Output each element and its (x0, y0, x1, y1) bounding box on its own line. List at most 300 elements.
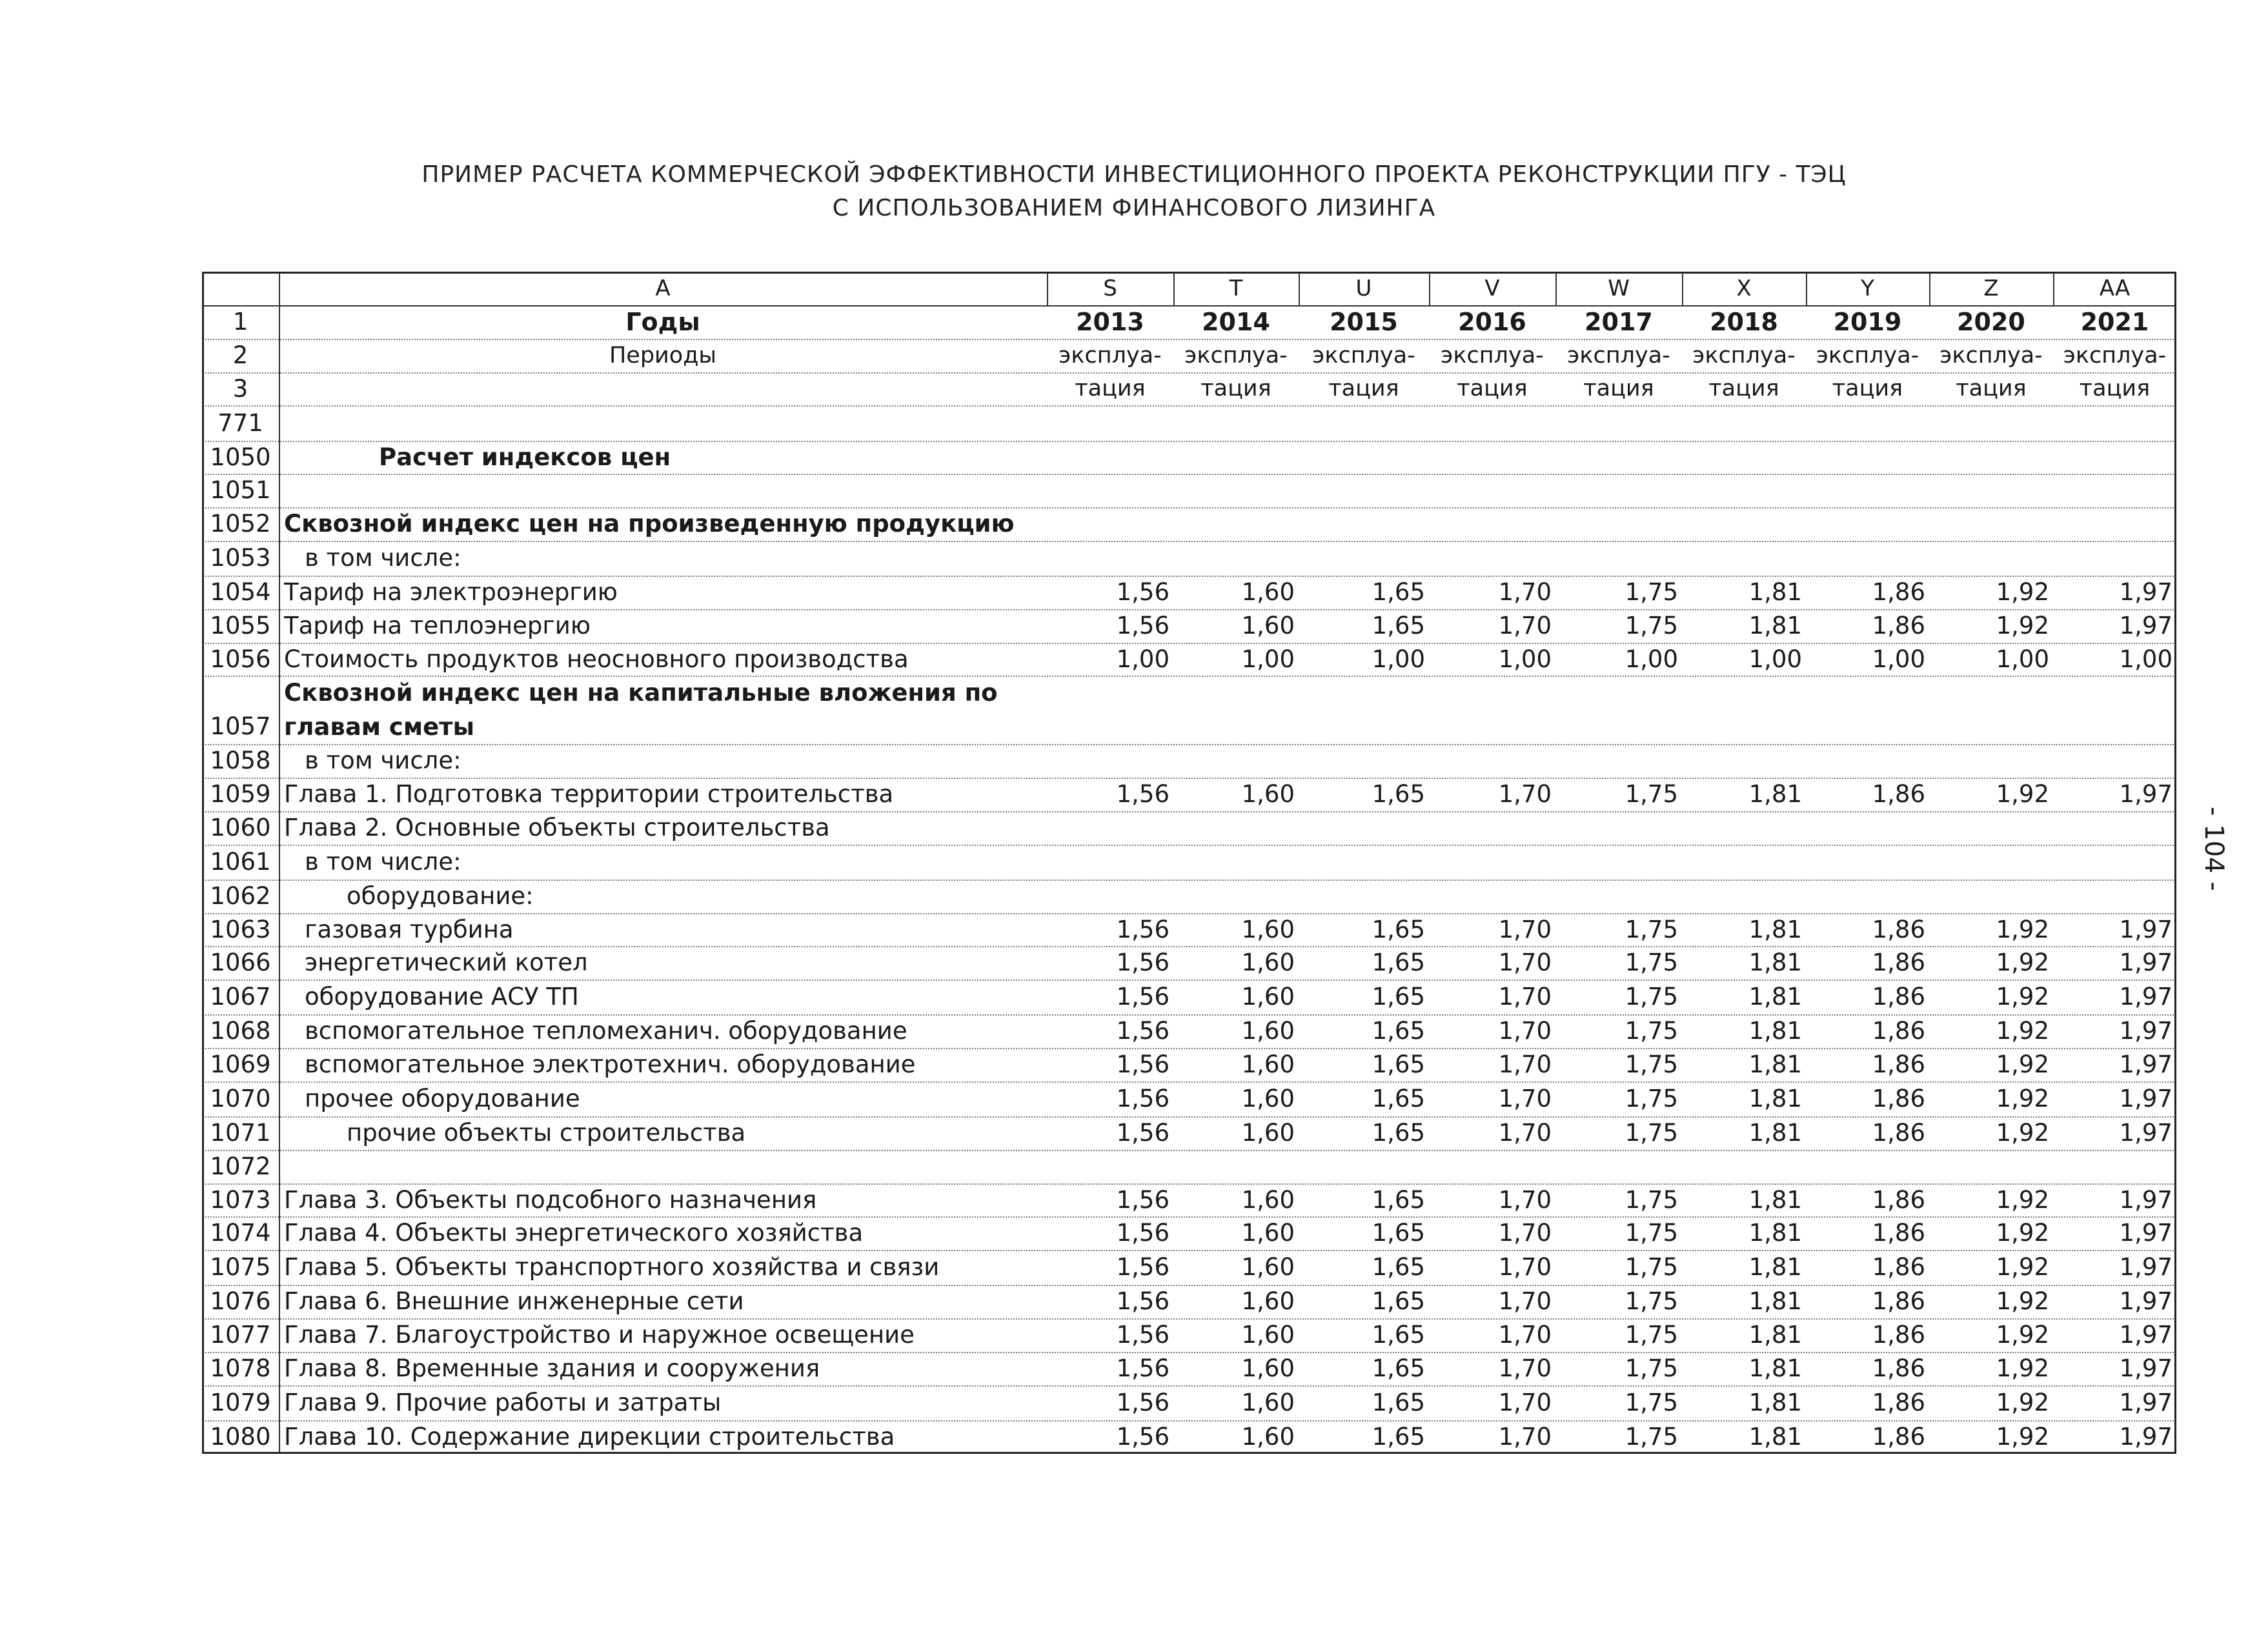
row-1063-v: 1,70 (1498, 916, 1552, 943)
row-1066-number: 1066 (210, 949, 271, 976)
column-header-t: T (1229, 276, 1243, 301)
row-1073-z: 1,92 (1996, 1186, 2049, 1214)
column-header-z: Z (1983, 276, 1999, 301)
row-1070-x: 1,81 (1748, 1085, 1802, 1112)
row-1059-label: Глава 1. Подготовка территории строительства (284, 780, 894, 808)
row-1054-number: 1054 (210, 578, 271, 606)
row-1073-t: 1,60 (1241, 1186, 1295, 1214)
row-1057-label-line-2: главам сметы (284, 713, 475, 741)
row-1069-z: 1,92 (1996, 1051, 2049, 1078)
row-1063-number: 1063 (210, 916, 271, 943)
row-divider (202, 441, 2176, 442)
row-1071-t: 1,60 (1241, 1119, 1295, 1147)
row-2-u: эксплуа- (1312, 343, 1415, 368)
row-1078-s: 1,56 (1116, 1354, 1169, 1382)
row-1071-x: 1,81 (1748, 1119, 1802, 1147)
row-1052-label: Сквозной индекс цен на произведенную продукцию (284, 510, 1015, 538)
row-1075-aa: 1,97 (2119, 1253, 2172, 1281)
row-1072-number: 1072 (210, 1152, 271, 1180)
row-3-v: тация (1457, 376, 1528, 401)
row-divider (202, 1285, 2176, 1286)
row-1056-u: 1,00 (1372, 645, 1425, 673)
row-1066-v: 1,70 (1498, 949, 1552, 976)
row-1060-label: Глава 2. Основные объекты строительства (284, 814, 830, 841)
row-1080-number: 1080 (210, 1423, 271, 1451)
row-1078-x: 1,81 (1748, 1354, 1802, 1382)
column-letter-divider (2053, 272, 2054, 305)
row-3-u: тация (1328, 376, 1399, 401)
row-1079-z: 1,92 (1996, 1389, 2049, 1416)
row-1075-s: 1,56 (1116, 1253, 1169, 1281)
row-3-x: тация (1708, 376, 1779, 401)
column-header-s: S (1103, 276, 1117, 301)
row-1076-t: 1,60 (1241, 1287, 1295, 1315)
row-1071-number: 1071 (210, 1119, 271, 1147)
row-1077-v: 1,70 (1498, 1321, 1552, 1349)
row-divider (202, 576, 2176, 577)
row-1080-w: 1,75 (1625, 1423, 1678, 1451)
row-2-aa: эксплуа- (2063, 343, 2167, 368)
row-1079-x: 1,81 (1748, 1389, 1802, 1416)
column-header-y: Y (1861, 276, 1874, 301)
row-1070-label: прочее оборудование (305, 1085, 580, 1112)
row-1068-aa: 1,97 (2119, 1017, 2172, 1045)
row-1074-s: 1,56 (1116, 1219, 1169, 1247)
row-1075-label: Глава 5. Объекты транспортного хозяйства и связи (284, 1253, 940, 1281)
row-1070-v: 1,70 (1498, 1085, 1552, 1112)
column-letter-divider (1299, 272, 1300, 305)
row-divider (202, 474, 2176, 475)
row-1074-aa: 1,97 (2119, 1219, 2172, 1247)
row-1055-label: Тариф на теплоэнергию (284, 612, 591, 639)
row-1057-label (279, 676, 1047, 744)
row-1069-s: 1,56 (1116, 1051, 1169, 1078)
row-divider (202, 1048, 2176, 1049)
row-1074-x: 1,81 (1748, 1219, 1802, 1247)
row-1056-aa: 1,00 (2119, 645, 2172, 673)
row-1074-number: 1074 (210, 1219, 271, 1247)
row-1067-x: 1,81 (1748, 983, 1802, 1011)
row-1073-aa: 1,97 (2119, 1186, 2172, 1214)
row-divider (202, 405, 2176, 407)
row-1074-v: 1,70 (1498, 1219, 1552, 1247)
row-2-y: эксплуа- (1816, 343, 1919, 368)
row-1066-u: 1,65 (1372, 949, 1425, 976)
row-1055-s: 1,56 (1116, 612, 1169, 639)
row-1070-number: 1070 (210, 1085, 271, 1112)
row-3-t: тация (1200, 376, 1271, 401)
row-divider (202, 1385, 2176, 1387)
row-1076-label: Глава 6. Внешние инженерные сети (284, 1287, 744, 1315)
row-1063-t: 1,60 (1241, 916, 1295, 943)
row-1074-t: 1,60 (1241, 1219, 1295, 1247)
row-1070-z: 1,92 (1996, 1085, 2049, 1112)
row-1-w: 2017 (1585, 308, 1653, 336)
row-1077-w: 1,75 (1625, 1321, 1678, 1349)
row-3-aa: тация (2079, 376, 2151, 401)
row-1080-y: 1,86 (1872, 1423, 1925, 1451)
row-1076-v: 1,70 (1498, 1287, 1552, 1315)
row-divider (202, 609, 2176, 610)
column-letter-divider (1429, 272, 1430, 305)
row-1079-w: 1,75 (1625, 1389, 1678, 1416)
row-1076-x: 1,81 (1748, 1287, 1802, 1315)
row-1069-x: 1,81 (1748, 1051, 1802, 1078)
row-1067-t: 1,60 (1241, 983, 1295, 1011)
row-1054-aa: 1,97 (2119, 578, 2172, 606)
row-1054-x: 1,81 (1748, 578, 1802, 606)
row-1056-label: Стоимость продуктов неосновного производства (284, 645, 909, 673)
row-1078-v: 1,70 (1498, 1354, 1552, 1382)
row-divider (202, 1216, 2176, 1218)
row-1076-w: 1,75 (1625, 1287, 1678, 1315)
row-1079-u: 1,65 (1372, 1389, 1425, 1416)
row-1056-number: 1056 (210, 645, 271, 673)
row-1055-v: 1,70 (1498, 612, 1552, 639)
row-1077-y: 1,86 (1872, 1321, 1925, 1349)
row-1076-u: 1,65 (1372, 1287, 1425, 1315)
row-1054-s: 1,56 (1116, 578, 1169, 606)
row-1075-number: 1075 (210, 1253, 271, 1281)
row-1069-number: 1069 (210, 1051, 271, 1078)
row-1071-y: 1,86 (1872, 1119, 1925, 1147)
row-1073-number: 1073 (210, 1186, 271, 1214)
row-1071-z: 1,92 (1996, 1119, 2049, 1147)
row-1054-label: Тариф на электроэнергию (284, 578, 618, 606)
row-1055-y: 1,86 (1872, 612, 1925, 639)
row-1059-y: 1,86 (1872, 780, 1925, 808)
row-1072-label (279, 1150, 1047, 1183)
row-1056-v: 1,00 (1498, 645, 1552, 673)
row-divider (202, 1250, 2176, 1251)
row-divider (202, 541, 2176, 542)
row-1079-number: 1079 (210, 1389, 271, 1416)
row-1073-w: 1,75 (1625, 1186, 1678, 1214)
row-divider (202, 1183, 2176, 1185)
row-1059-x: 1,81 (1748, 780, 1802, 808)
row-1070-w: 1,75 (1625, 1085, 1678, 1112)
column-header-v: V (1484, 276, 1500, 301)
row-1061-number: 1061 (210, 848, 271, 876)
row-1067-w: 1,75 (1625, 983, 1678, 1011)
row-1078-aa: 1,97 (2119, 1354, 2172, 1382)
row-1066-s: 1,56 (1116, 949, 1169, 976)
row-3-z: тация (1956, 376, 2027, 401)
row-1068-y: 1,86 (1872, 1017, 1925, 1045)
row-1071-w: 1,75 (1625, 1119, 1678, 1147)
row-1073-v: 1,70 (1498, 1186, 1552, 1214)
row-divider (202, 1116, 2176, 1118)
row-1078-y: 1,86 (1872, 1354, 1925, 1382)
row-1053-label: в том числе: (305, 544, 461, 572)
row-1062-label: оборудование: (347, 882, 534, 910)
row-1078-w: 1,75 (1625, 1354, 1678, 1382)
row-divider (202, 880, 2176, 881)
row-1077-t: 1,60 (1241, 1321, 1295, 1349)
column-header-u: U (1355, 276, 1372, 301)
row-1069-aa: 1,97 (2119, 1051, 2172, 1078)
row-1073-x: 1,81 (1748, 1186, 1802, 1214)
row-1075-y: 1,86 (1872, 1253, 1925, 1281)
row-1057-label-line-1: Сквозной индекс цен на капитальные вложения по (284, 679, 998, 707)
row-1-label: Годы (625, 308, 700, 336)
row-1067-number: 1067 (210, 983, 271, 1011)
row-2-number: 2 (232, 341, 248, 369)
row-1067-v: 1,70 (1498, 983, 1552, 1011)
row-2-label: Периоды (609, 343, 717, 368)
column-letter-divider (1806, 272, 1807, 305)
row-1063-w: 1,75 (1625, 916, 1678, 943)
row-771-number: 771 (218, 409, 263, 437)
row-1068-z: 1,92 (1996, 1017, 2049, 1045)
row-1079-y: 1,86 (1872, 1389, 1925, 1416)
row-1078-u: 1,65 (1372, 1354, 1425, 1382)
row-1071-label: прочие объекты строительства (347, 1119, 746, 1147)
row-1056-w: 1,00 (1625, 645, 1678, 673)
row-1059-aa: 1,97 (2119, 780, 2172, 808)
row-divider (202, 372, 2176, 374)
row-divider (202, 305, 2176, 307)
row-1080-x: 1,81 (1748, 1423, 1802, 1451)
row-1074-label: Глава 4. Объекты энергетического хозяйства (284, 1219, 864, 1247)
row-1070-y: 1,86 (1872, 1085, 1925, 1112)
row-1080-v: 1,70 (1498, 1423, 1552, 1451)
row-1067-u: 1,65 (1372, 983, 1425, 1011)
row-1071-aa: 1,97 (2119, 1119, 2172, 1147)
row-1-z: 2020 (1957, 308, 2025, 336)
row-1073-y: 1,86 (1872, 1186, 1925, 1214)
row-1062-number: 1062 (210, 882, 271, 910)
row-3-number: 3 (232, 375, 248, 403)
row-1055-w: 1,75 (1625, 612, 1678, 639)
row-1075-v: 1,70 (1498, 1253, 1552, 1281)
row-1066-w: 1,75 (1625, 949, 1678, 976)
row-1077-number: 1077 (210, 1321, 271, 1349)
row-1063-u: 1,65 (1372, 916, 1425, 943)
row-1055-z: 1,92 (1996, 612, 2049, 639)
row-1078-t: 1,60 (1241, 1354, 1295, 1382)
row-1075-z: 1,92 (1996, 1253, 2049, 1281)
row-1079-v: 1,70 (1498, 1389, 1552, 1416)
row-1-aa: 2021 (2080, 308, 2149, 336)
row-1074-y: 1,86 (1872, 1219, 1925, 1247)
row-1068-x: 1,81 (1748, 1017, 1802, 1045)
row-1-v: 2016 (1458, 308, 1526, 336)
row-2-z: эксплуа- (1939, 343, 2043, 368)
row-1058-label: в том числе: (305, 747, 461, 774)
row-1068-label: вспомогательное тепломеханич. оборудование (305, 1017, 907, 1045)
column-letter-divider (1682, 272, 1683, 305)
column-header-w: W (1608, 276, 1630, 301)
row-divider (202, 643, 2176, 644)
row-1069-t: 1,60 (1241, 1051, 1295, 1078)
row-1078-z: 1,92 (1996, 1354, 2049, 1382)
row-1077-u: 1,65 (1372, 1321, 1425, 1349)
row-divider (202, 778, 2176, 779)
row-1-number: 1 (232, 308, 248, 336)
row-1054-z: 1,92 (1996, 578, 2049, 606)
page-number: - 104 - (2199, 807, 2229, 891)
row-1066-aa: 1,97 (2119, 949, 2172, 976)
row-1059-s: 1,56 (1116, 780, 1169, 808)
row-1066-y: 1,86 (1872, 949, 1925, 976)
row-1070-s: 1,56 (1116, 1085, 1169, 1112)
row-1066-t: 1,60 (1241, 949, 1295, 976)
row-1067-aa: 1,97 (2119, 983, 2172, 1011)
row-771-label (279, 405, 1047, 441)
row-1057-number: 1057 (210, 712, 271, 740)
row-1069-y: 1,86 (1872, 1051, 1925, 1078)
row-1068-v: 1,70 (1498, 1017, 1552, 1045)
row-divider (202, 845, 2176, 846)
row-1056-x: 1,00 (1748, 645, 1802, 673)
row-1076-s: 1,56 (1116, 1287, 1169, 1315)
row-1067-label: оборудование АСУ ТП (305, 983, 579, 1011)
row-3-w: тация (1583, 376, 1654, 401)
row-divider (202, 946, 2176, 947)
row-1078-label: Глава 8. Временные здания и сооружения (284, 1354, 820, 1382)
row-1066-label: энергетический котел (305, 949, 588, 976)
row-1068-t: 1,60 (1241, 1017, 1295, 1045)
row-1080-z: 1,92 (1996, 1423, 2049, 1451)
row-divider (202, 1082, 2176, 1083)
row-2-t: эксплуа- (1184, 343, 1288, 368)
row-1-s: 2013 (1076, 308, 1144, 336)
row-1051-number: 1051 (210, 476, 271, 504)
row-divider (202, 811, 2176, 812)
row-2-v: эксплуа- (1441, 343, 1544, 368)
row-1052-number: 1052 (210, 510, 271, 538)
row-1074-w: 1,75 (1625, 1219, 1678, 1247)
row-1056-s: 1,00 (1116, 645, 1169, 673)
row-1080-s: 1,56 (1116, 1423, 1169, 1451)
row-1077-z: 1,92 (1996, 1321, 2049, 1349)
row-1071-u: 1,65 (1372, 1119, 1425, 1147)
row-1060-number: 1060 (210, 814, 271, 841)
row-1067-y: 1,86 (1872, 983, 1925, 1011)
row-1070-u: 1,65 (1372, 1085, 1425, 1112)
row-1074-u: 1,65 (1372, 1219, 1425, 1247)
row-2-x: эксплуа- (1692, 343, 1796, 368)
row-1-y: 2019 (1833, 308, 1902, 336)
row-1051-label (279, 474, 1047, 507)
row-3-s: тация (1075, 376, 1146, 401)
title-line-2: С ИСПОЛЬЗОВАНИЕМ ФИНАНСОВОГО ЛИЗИНГА (832, 195, 1436, 221)
row-1063-z: 1,92 (1996, 916, 2049, 943)
row-1073-u: 1,65 (1372, 1186, 1425, 1214)
row-1053-number: 1053 (210, 544, 271, 572)
row-1055-u: 1,65 (1372, 612, 1425, 639)
row-1050-number: 1050 (210, 443, 271, 471)
row-3-label (279, 372, 1047, 405)
row-1061-label: в том числе: (305, 848, 461, 876)
row-1068-number: 1068 (210, 1017, 271, 1045)
row-divider (202, 507, 2176, 508)
row-divider (202, 1014, 2176, 1016)
column-letter-divider (1047, 272, 1048, 305)
row-1059-t: 1,60 (1241, 780, 1295, 808)
row-1075-x: 1,81 (1748, 1253, 1802, 1281)
row-1080-t: 1,60 (1241, 1423, 1295, 1451)
row-1077-x: 1,81 (1748, 1321, 1802, 1349)
row-1069-w: 1,75 (1625, 1051, 1678, 1078)
row-1077-aa: 1,97 (2119, 1321, 2172, 1349)
row-1066-x: 1,81 (1748, 949, 1802, 976)
row-1074-z: 1,92 (1996, 1219, 2049, 1247)
row-1069-v: 1,70 (1498, 1051, 1552, 1078)
row-1076-aa: 1,97 (2119, 1287, 2172, 1315)
spreadsheet-table (202, 272, 2176, 1454)
row-divider (202, 913, 2176, 914)
row-divider (202, 1352, 2176, 1353)
row-1055-t: 1,60 (1241, 612, 1295, 639)
row-1077-label: Глава 7. Благоустройство и наружное освещение (284, 1321, 915, 1349)
row-1079-label: Глава 9. Прочие работы и затраты (284, 1389, 722, 1416)
row-1080-aa: 1,97 (2119, 1423, 2172, 1451)
row-1078-number: 1078 (210, 1354, 271, 1382)
row-1063-s: 1,56 (1116, 916, 1169, 943)
row-1063-y: 1,86 (1872, 916, 1925, 943)
row-1054-v: 1,70 (1498, 578, 1552, 606)
row-divider (202, 980, 2176, 981)
row-1068-w: 1,75 (1625, 1017, 1678, 1045)
row-1067-z: 1,92 (1996, 983, 2049, 1011)
row-1063-label: газовая турбина (305, 916, 514, 943)
row-1070-aa: 1,97 (2119, 1085, 2172, 1112)
row-1055-x: 1,81 (1748, 612, 1802, 639)
row-1076-y: 1,86 (1872, 1287, 1925, 1315)
column-letter-divider (1555, 272, 1557, 305)
column-letter-divider (1929, 272, 1930, 305)
row-1079-s: 1,56 (1116, 1389, 1169, 1416)
row-1059-v: 1,70 (1498, 780, 1552, 808)
title-line-1: ПРИМЕР РАСЧЕТА КОММЕРЧЕСКОЙ ЭФФЕКТИВНОСТИ ИНВЕСТИЦИОННОГО ПРОЕКТА РЕКОНСТРУКЦИИ ПГУ - ТЭЦ (421, 161, 1847, 188)
row-1055-aa: 1,97 (2119, 612, 2172, 639)
row-1059-w: 1,75 (1625, 780, 1678, 808)
row-2-s: эксплуа- (1058, 343, 1162, 368)
row-1080-u: 1,65 (1372, 1423, 1425, 1451)
row-1079-t: 1,60 (1241, 1389, 1295, 1416)
row-1059-u: 1,65 (1372, 780, 1425, 808)
row-1068-s: 1,56 (1116, 1017, 1169, 1045)
row-1-x: 2018 (1710, 308, 1778, 336)
row-1056-z: 1,00 (1996, 645, 2049, 673)
row-1080-label: Глава 10. Содержание дирекции строительства (284, 1423, 895, 1451)
column-header-a: A (655, 276, 671, 301)
row-1077-s: 1,56 (1116, 1321, 1169, 1349)
column-header-aa: AA (2099, 276, 2131, 301)
row-1-t: 2014 (1202, 308, 1270, 336)
row-2-w: эксплуа- (1567, 343, 1670, 368)
row-1073-label: Глава 3. Объекты подсобного назначения (284, 1186, 817, 1214)
column-letter-divider (1173, 272, 1175, 305)
row-1063-aa: 1,97 (2119, 916, 2172, 943)
row-1071-v: 1,70 (1498, 1119, 1552, 1147)
row-1075-w: 1,75 (1625, 1253, 1678, 1281)
column-header-x: X (1736, 276, 1752, 301)
row-1058-number: 1058 (210, 747, 271, 774)
row-1075-u: 1,65 (1372, 1253, 1425, 1281)
row-1071-s: 1,56 (1116, 1119, 1169, 1147)
row-1054-w: 1,75 (1625, 578, 1678, 606)
row-1054-u: 1,65 (1372, 578, 1425, 606)
row-1063-x: 1,81 (1748, 916, 1802, 943)
row-1068-u: 1,65 (1372, 1017, 1425, 1045)
row-divider (202, 1150, 2176, 1151)
row-1059-number: 1059 (210, 780, 271, 808)
row-divider (202, 1420, 2176, 1422)
document-title (0, 158, 2268, 225)
